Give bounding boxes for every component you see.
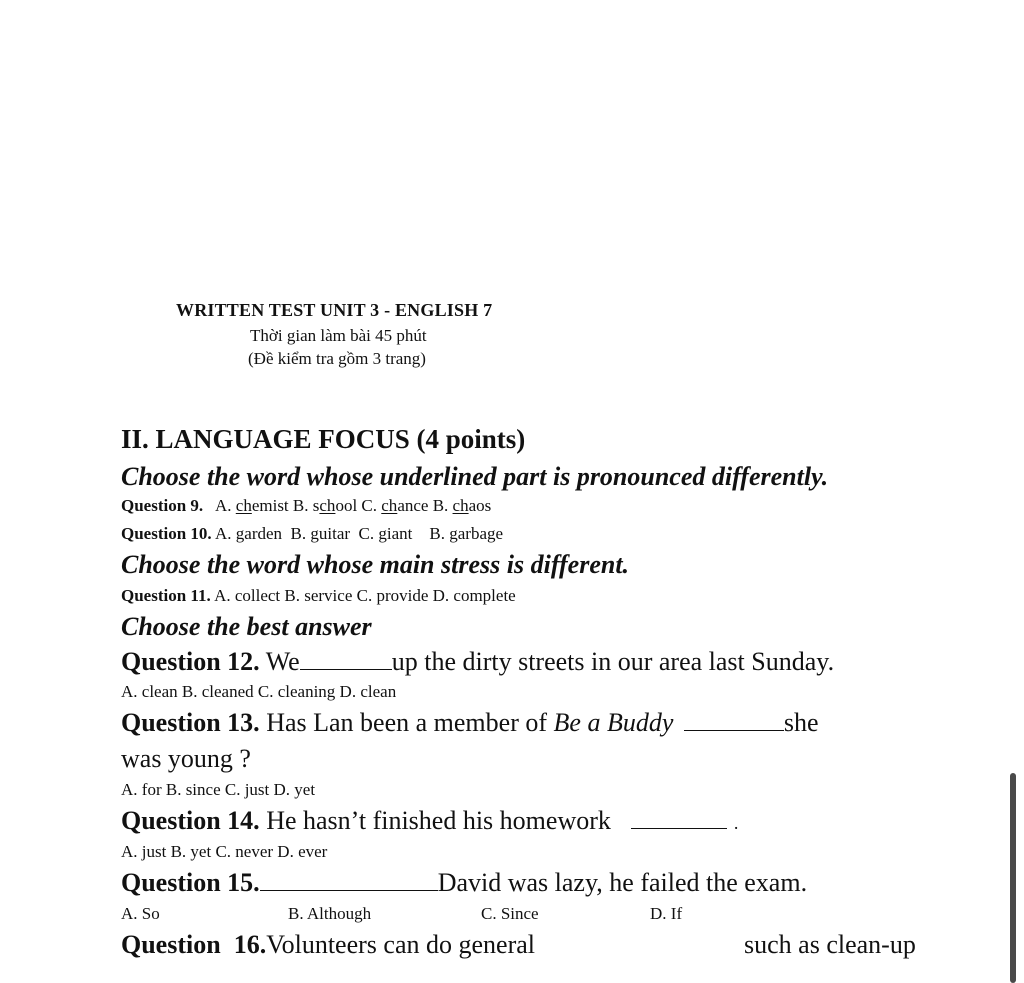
question-options: A. collect B. service C. provide D. complete xyxy=(214,586,516,605)
option-d: B. chaos xyxy=(432,496,492,515)
question-punctuation: . xyxy=(733,813,739,833)
question-15-option-c: C. Since xyxy=(481,904,539,923)
section-title: II. LANGUAGE FOCUS (4 points) xyxy=(121,424,526,454)
test-duration: Thời gian làm bài 45 phút xyxy=(250,326,427,345)
instruction-best-answer: Choose the best answer xyxy=(121,612,372,641)
question-13 xyxy=(121,708,819,738)
test-page-count: (Đề kiểm tra gồm 3 trang) xyxy=(248,349,426,368)
option-c: C. giant xyxy=(358,524,413,543)
question-label: Question 15. xyxy=(121,868,260,897)
answer-blank xyxy=(631,828,727,829)
question-label: Question 12. xyxy=(121,647,260,676)
question-16-continuation: such as clean-up xyxy=(744,930,916,959)
option-b: B. school xyxy=(292,496,358,515)
vertical-scrollbar[interactable] xyxy=(1010,773,1016,983)
option-a: A. chemist xyxy=(215,496,289,515)
option-a: A. garden xyxy=(215,524,283,543)
question-15-option-d: D. If xyxy=(650,904,683,923)
answer-blank xyxy=(684,730,784,731)
question-text: We xyxy=(265,647,300,676)
question-15 xyxy=(121,868,807,898)
question-15-option-b: B. Although xyxy=(288,904,372,923)
question-15-option-a: A. So xyxy=(121,904,160,923)
test-title: WRITTEN TEST UNIT 3 - ENGLISH 7 xyxy=(176,300,493,320)
answer-blank xyxy=(260,890,438,891)
question-label: Question 9. xyxy=(121,496,204,515)
option-c: C. chance xyxy=(361,496,429,515)
question-10 xyxy=(121,524,503,544)
club-name: Be a Buddy xyxy=(553,708,674,737)
question-14 xyxy=(121,806,738,836)
question-label: Question xyxy=(121,930,221,959)
option-b: B. guitar xyxy=(290,524,351,543)
instruction-pronunciation: Choose the word whose underlined part is pronounced differently. xyxy=(121,462,829,491)
answer-blank xyxy=(300,669,392,670)
question-text: she xyxy=(783,708,819,737)
question-text: David was lazy, he failed the exam. xyxy=(437,868,808,897)
question-text: Volunteers can do general xyxy=(266,930,535,959)
question-number: 16. xyxy=(233,930,267,959)
question-13-options: A. for B. since C. just D. yet xyxy=(121,780,316,799)
question-text: He hasn’t finished his homework xyxy=(266,806,611,835)
question-11 xyxy=(121,586,516,606)
question-12 xyxy=(121,647,834,677)
instruction-stress: Choose the word whose main stress is different. xyxy=(121,550,630,579)
question-14-options: A. just B. yet C. never D. ever xyxy=(121,842,328,861)
option-d: B. garbage xyxy=(429,524,504,543)
question-label: Question 11. xyxy=(121,586,211,605)
question-13-line2: was young ? xyxy=(121,744,251,773)
question-9 xyxy=(121,496,491,516)
question-label: Question 14. xyxy=(121,806,260,835)
question-text: Has Lan been a member of xyxy=(266,708,548,737)
question-12-options: A. clean B. cleaned C. cleaning D. clean xyxy=(121,682,397,701)
question-label: Question 13. xyxy=(121,708,260,737)
question-text: up the dirty streets in our area last Sunday. xyxy=(391,647,835,676)
question-label: Question 10. xyxy=(121,524,212,543)
question-16 xyxy=(121,930,535,960)
